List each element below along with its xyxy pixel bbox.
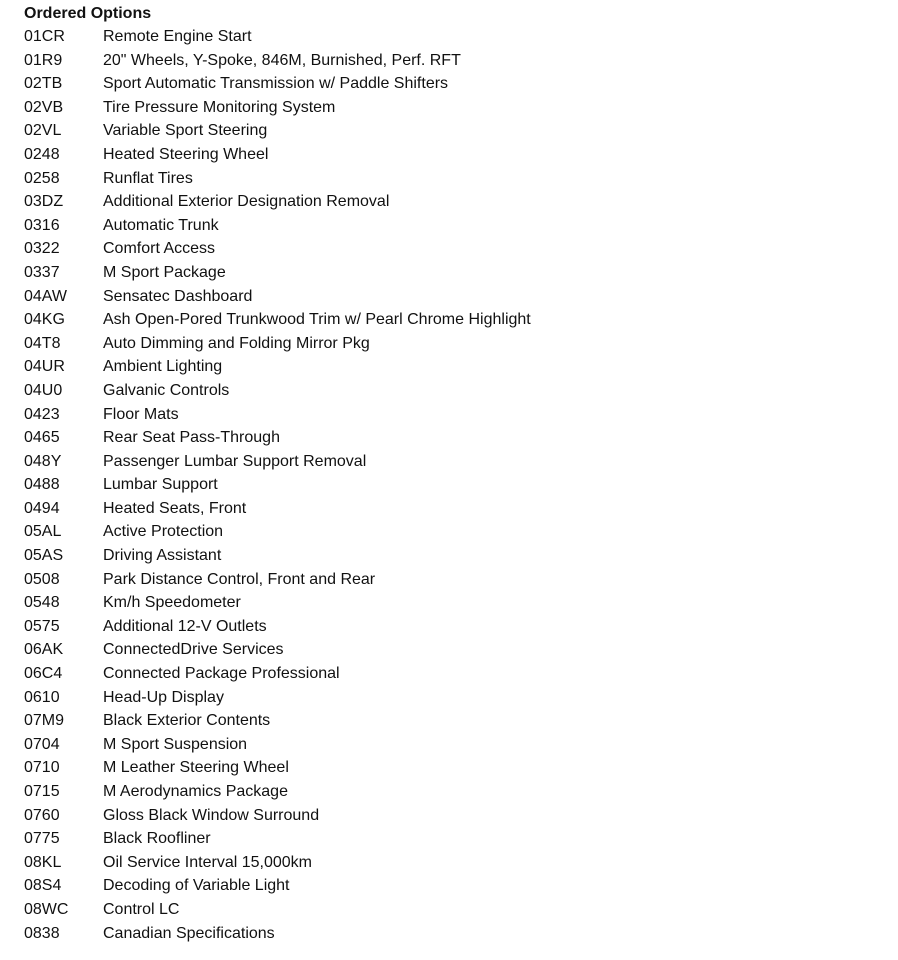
option-row (24, 96, 884, 120)
option-code: 01R9 (24, 51, 63, 69)
option-description: Runflat Tires (103, 169, 193, 187)
ordered-options-document (24, 3, 884, 945)
option-row (24, 285, 884, 309)
option-code: 0423 (24, 405, 60, 423)
option-row (24, 473, 884, 497)
option-description: Head-Up Display (103, 688, 224, 706)
option-row (24, 827, 884, 851)
option-description: Sensatec Dashboard (103, 287, 253, 305)
option-row (24, 780, 884, 804)
option-row (24, 615, 884, 639)
option-code: 0508 (24, 570, 60, 588)
option-row (24, 638, 884, 662)
option-description: Remote Engine Start (103, 28, 252, 45)
option-description: Km/h Speedometer (103, 594, 241, 612)
option-row (24, 591, 884, 615)
option-row (24, 709, 884, 733)
option-row (24, 72, 884, 96)
option-row (24, 520, 884, 544)
option-code: 06C4 (24, 665, 63, 683)
option-code: 0610 (24, 688, 60, 706)
option-row (24, 686, 884, 710)
option-description: Tire Pressure Monitoring System (103, 98, 336, 116)
option-description: Driving Assistant (103, 547, 222, 565)
option-description: Auto Dimming and Folding Mirror Pkg (103, 334, 370, 352)
option-row (24, 874, 884, 898)
option-row (24, 450, 884, 474)
option-description: Floor Mats (103, 405, 179, 423)
option-code: 0488 (24, 476, 60, 494)
option-description: Sport Automatic Transmission w/ Paddle Shifters (103, 75, 449, 93)
option-code: 0775 (24, 830, 60, 848)
option-code: 0838 (24, 924, 60, 942)
option-code: 04T8 (24, 334, 61, 352)
option-description: M Sport Package (103, 263, 226, 281)
option-code: 0715 (24, 783, 60, 800)
option-code: 0710 (24, 759, 60, 777)
option-description: M Sport Suspension (103, 735, 248, 753)
option-description: Gloss Black Window Surround (103, 806, 320, 824)
option-description: Galvanic Controls (103, 381, 230, 399)
option-description: Connected Package Professional (103, 665, 340, 683)
option-row (24, 568, 884, 592)
option-description: Park Distance Control, Front and Rear (103, 570, 376, 588)
option-row (24, 804, 884, 828)
option-code: 05AL (24, 523, 62, 541)
option-row (24, 332, 884, 356)
option-description: Oil Service Interval 15,000km (103, 853, 312, 871)
option-row (24, 308, 884, 332)
option-row (24, 497, 884, 521)
option-row (24, 190, 884, 214)
option-description: Comfort Access (103, 240, 216, 258)
option-code: 05AS (24, 547, 64, 565)
option-row (24, 662, 884, 686)
option-description: M Leather Steering Wheel (103, 759, 289, 777)
option-row (24, 25, 884, 49)
option-row (24, 261, 884, 285)
option-description: Heated Steering Wheel (103, 145, 269, 163)
option-code: 0548 (24, 594, 60, 612)
option-description: Control LC (103, 900, 180, 918)
option-description: Ambient Lighting (103, 358, 223, 376)
option-description: Variable Sport Steering (103, 122, 268, 140)
options-list (24, 25, 884, 945)
option-row (24, 756, 884, 780)
option-code: 0760 (24, 806, 60, 824)
option-row (24, 922, 884, 946)
option-description: Automatic Trunk (103, 216, 219, 234)
option-row (24, 733, 884, 757)
option-description: Black Exterior Contents (103, 712, 271, 730)
option-code: 04AW (24, 287, 67, 305)
option-row (24, 851, 884, 875)
option-code: 048Y (24, 452, 62, 470)
option-code: 0337 (24, 263, 60, 281)
option-code: 0248 (24, 145, 60, 163)
option-description: Passenger Lumbar Support Removal (103, 452, 367, 470)
option-code: 08S4 (24, 877, 62, 895)
option-description: 20" Wheels, Y-Spoke, 846M, Burnished, Perf. RFT (103, 51, 461, 69)
option-code: 02VB (24, 98, 64, 116)
option-code: 07M9 (24, 712, 65, 730)
option-code: 0704 (24, 735, 60, 753)
option-description: Black Roofliner (103, 830, 211, 848)
option-row (24, 214, 884, 238)
option-code: 08KL (24, 853, 62, 871)
option-code: 04U0 (24, 381, 63, 399)
option-code: 01CR (24, 28, 65, 45)
option-row (24, 167, 884, 191)
option-code: 08WC (24, 900, 69, 918)
option-code: 0465 (24, 429, 60, 447)
option-row (24, 49, 884, 73)
option-row (24, 379, 884, 403)
option-description: Lumbar Support (103, 476, 218, 494)
option-row (24, 426, 884, 450)
option-code: 0322 (24, 240, 60, 258)
option-code: 0575 (24, 617, 60, 635)
option-description: Additional Exterior Designation Removal (103, 193, 390, 211)
option-row (24, 143, 884, 167)
option-code: 0258 (24, 169, 60, 187)
option-description: Rear Seat Pass-Through (103, 429, 280, 447)
option-description: ConnectedDrive Services (103, 641, 284, 659)
option-row (24, 898, 884, 922)
option-row (24, 237, 884, 261)
option-code: 02VL (24, 122, 62, 140)
section-title: Ordered Options (24, 5, 152, 22)
option-code: 04KG (24, 311, 65, 329)
option-description: Decoding of Variable Light (103, 877, 290, 895)
option-code: 04UR (24, 358, 65, 376)
option-row (24, 544, 884, 568)
option-description: Canadian Specifications (103, 924, 275, 942)
option-description: Heated Seats, Front (103, 499, 247, 517)
option-code: 0494 (24, 499, 60, 517)
option-description: Ash Open-Pored Trunkwood Trim w/ Pearl Chrome Highlight (103, 311, 531, 329)
option-row (24, 355, 884, 379)
option-description: Additional 12-V Outlets (103, 617, 267, 635)
option-row (24, 119, 884, 143)
option-code: 02TB (24, 75, 63, 93)
option-description: Active Protection (103, 523, 224, 541)
option-code: 0316 (24, 216, 60, 234)
option-row (24, 403, 884, 427)
option-code: 06AK (24, 641, 64, 659)
option-code: 03DZ (24, 193, 64, 211)
option-description: M Aerodynamics Package (103, 783, 288, 800)
